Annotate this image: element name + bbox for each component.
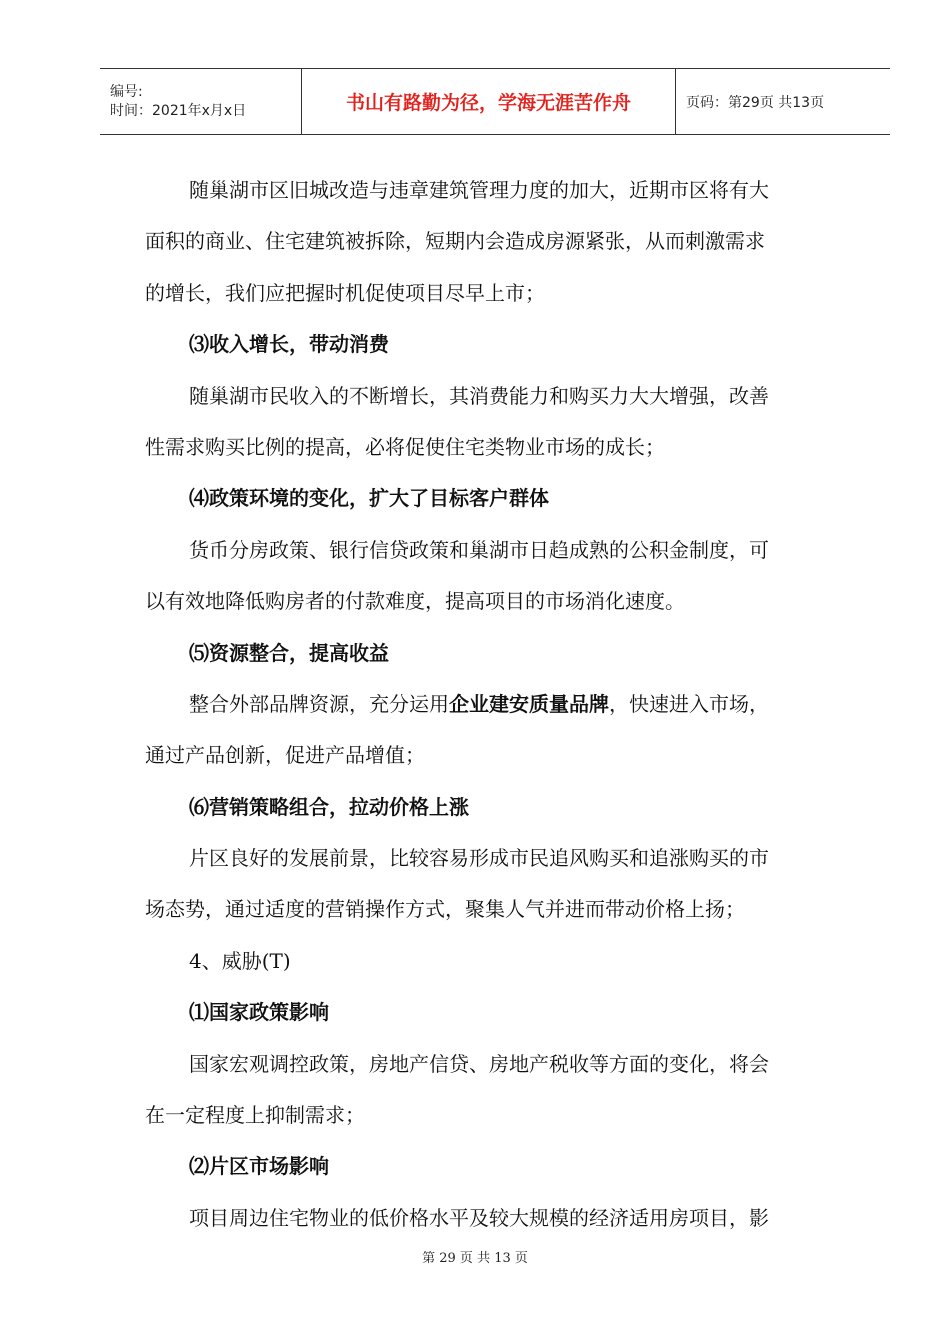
highlighted-brand-text: 企业建安质量品牌 bbox=[449, 691, 609, 716]
body-line: 面积的商业、住宅建筑被拆除，短期内会造成房源紧张，从而刺激需求 bbox=[145, 229, 765, 254]
footer-page-number: 第 29 页 共 13 页 bbox=[422, 1251, 528, 1266]
section-heading: ⑴国家政策影响 bbox=[189, 1000, 329, 1025]
body-line: 性需求购买比例的提高，必将促使住宅类物业市场的成长； bbox=[145, 434, 665, 459]
header-meta bbox=[100, 69, 302, 134]
section-heading: ⑹营销策略组合，拉动价格上涨 bbox=[189, 794, 469, 819]
page-footer bbox=[0, 1247, 950, 1266]
body-line: 的增长，我们应把握时机促使项目尽早上市； bbox=[145, 280, 545, 305]
document-code-label: 编号: bbox=[110, 83, 143, 100]
body-line: 货币分房政策、银行信贷政策和巢湖市日趋成熟的公积金制度，可 bbox=[189, 537, 769, 562]
body-line: 场态势，通过适度的营销操作方式，聚集人气并进而带动价格上扬； bbox=[145, 897, 745, 922]
section-heading: ⑶收入增长，带动消费 bbox=[189, 332, 389, 357]
section-title: 4、威胁(T) bbox=[189, 948, 291, 973]
body-line: 以有效地降低购房者的付款难度，提高项目的市场消化速度。 bbox=[145, 589, 685, 614]
motto-text: 书山有路勤为径，学海无涯苦作舟 bbox=[345, 92, 631, 114]
page-info-text: 页码：第29页 共13页 bbox=[686, 94, 825, 111]
body-line: 国家宏观调控政策，房地产信贷、房地产税收等方面的变化，将会 bbox=[189, 1051, 769, 1076]
body-line: 项目周边住宅物业的低价格水平及较大规模的经济适用房项目，影 bbox=[189, 1205, 769, 1230]
body-text: 整合外部品牌资源，充分运用 bbox=[189, 691, 449, 716]
document-body bbox=[145, 165, 850, 1244]
section-heading: ⑵片区市场影响 bbox=[189, 1154, 329, 1179]
header-page-info bbox=[676, 69, 890, 134]
body-line bbox=[145, 679, 850, 730]
section-heading: ⑷政策环境的变化，扩大了目标客户群体 bbox=[189, 486, 549, 511]
body-line: 在一定程度上抑制需求； bbox=[145, 1103, 365, 1128]
body-line: 随巢湖市区旧城改造与违章建筑管理力度的加大，近期市区将有大 bbox=[189, 178, 769, 202]
header-motto bbox=[302, 69, 676, 134]
page-header bbox=[100, 68, 890, 135]
document-date: 时间：2021年x月x日 bbox=[110, 102, 247, 119]
section-heading: ⑸资源整合，提高收益 bbox=[189, 640, 389, 665]
body-line: 通过产品创新，促进产品增值； bbox=[145, 743, 425, 768]
body-text: ，快速进入市场， bbox=[609, 691, 769, 716]
body-line: 随巢湖市民收入的不断增长，其消费能力和购买力大大增强，改善 bbox=[189, 383, 769, 408]
body-line: 片区良好的发展前景，比较容易形成市民追风购买和追涨购买的市 bbox=[189, 846, 769, 871]
